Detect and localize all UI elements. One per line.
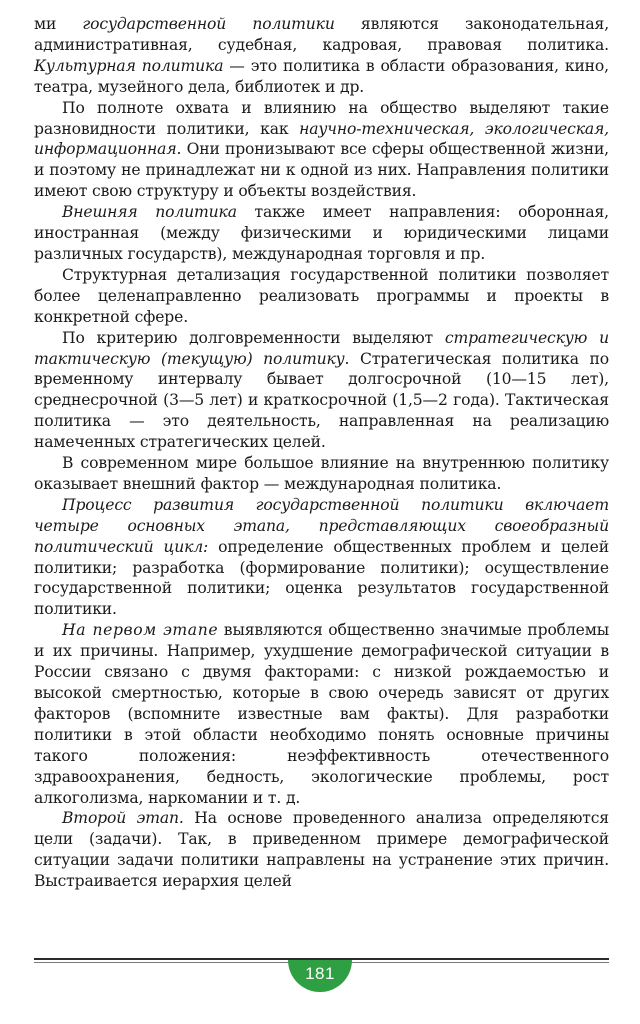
text-run: являются законодательная, административная, судебная, кадровая, правовая политика.	[34, 15, 609, 54]
text-run: По критерию долговременности выделяют	[62, 328, 445, 347]
italic-term: государственной политики	[82, 15, 335, 33]
text-run: определение общественных проблем и целей политики; разработка (формирование политики); осуществление государственной политики; оценка результатов государственной политики.	[34, 537, 610, 619]
paragraph	[34, 14, 609, 98]
italic-term: Второй этап.	[62, 809, 184, 828]
paragraph	[34, 202, 609, 265]
text-run: Стратегическая политика по временному интервалу бывает долгосрочной (10—15 лет), среднесрочной (3—5 лет) и краткосрочной (1,5—2 года). Тактическая политика — это деятельность, направленная на реализацию намеченных стратегических целей.	[34, 349, 609, 452]
italic-term: Процесс развития государственной политики включает четыре основных этапа, представляющих своеобразный политический цикл:	[34, 495, 609, 556]
paragraph	[34, 620, 609, 808]
italic-term: Внешняя политика	[62, 203, 237, 222]
text-run: В современном мире большое влияние на внутреннюю политику оказывает внешний фактор — международная политика.	[34, 454, 609, 493]
paragraph	[34, 495, 609, 620]
text-run: По полноте охвата и влиянию на общество выделяют такие разновидности политики, как	[34, 98, 609, 138]
italic-term: Культурная политика	[34, 56, 224, 75]
text-run: — это политика в области образования, кино, театра, музейного дела, библиотек и др.	[34, 56, 609, 96]
page-number-badge: 181	[288, 960, 352, 992]
paragraph	[34, 328, 609, 453]
italic-term: стратегическую и тактическую (текущую) политику.	[34, 328, 609, 368]
text-run: также имеет направления: оборонная, иностранная (между физическими и юридическими лицами различных государств), международная торговля и пр.	[34, 203, 609, 263]
book-page-text	[34, 14, 609, 892]
italic-term: научно-техническая, экологическая, информационная.	[34, 119, 609, 159]
paragraph	[34, 98, 609, 203]
text-run: Структурная детализация государственной политики позволяет более целенаправленно реализовать программы и проекты в конкретной сфере.	[34, 265, 609, 326]
paragraph	[34, 265, 609, 328]
text-run: выявляются общественно значимые проблемы и их причины. Например, ухудшение демографической ситуации в России связано с двумя факторами: с низкой рождаемостью и высокой смертностью, которые в свою очередь зависят от других факторов (вспомните известные вам факты). Для разработки политики в этой области необходимо понять основные причины такого положения: неэффективность отечественного здравоохранения, бедность, экологические проблемы, рост алкоголизма, наркомании и т. д.	[34, 621, 609, 807]
text-run: На основе проведенного анализа определяются цели (задачи). Так, в приведенном примере демографической ситуации задачи политики направлены на устранение этих причин. Выстраивается иерархия целей	[34, 809, 609, 891]
paragraph	[34, 453, 609, 495]
text-run: ми	[34, 15, 83, 33]
italic-term: На первом этапе	[62, 621, 219, 640]
text-run: Они пронизывают все сферы общественной жизни, и поэтому не принадлежат ни к одной из них. Направления политики имеют свою структуру и объекты воздействия.	[34, 140, 609, 201]
paragraph	[34, 808, 609, 892]
